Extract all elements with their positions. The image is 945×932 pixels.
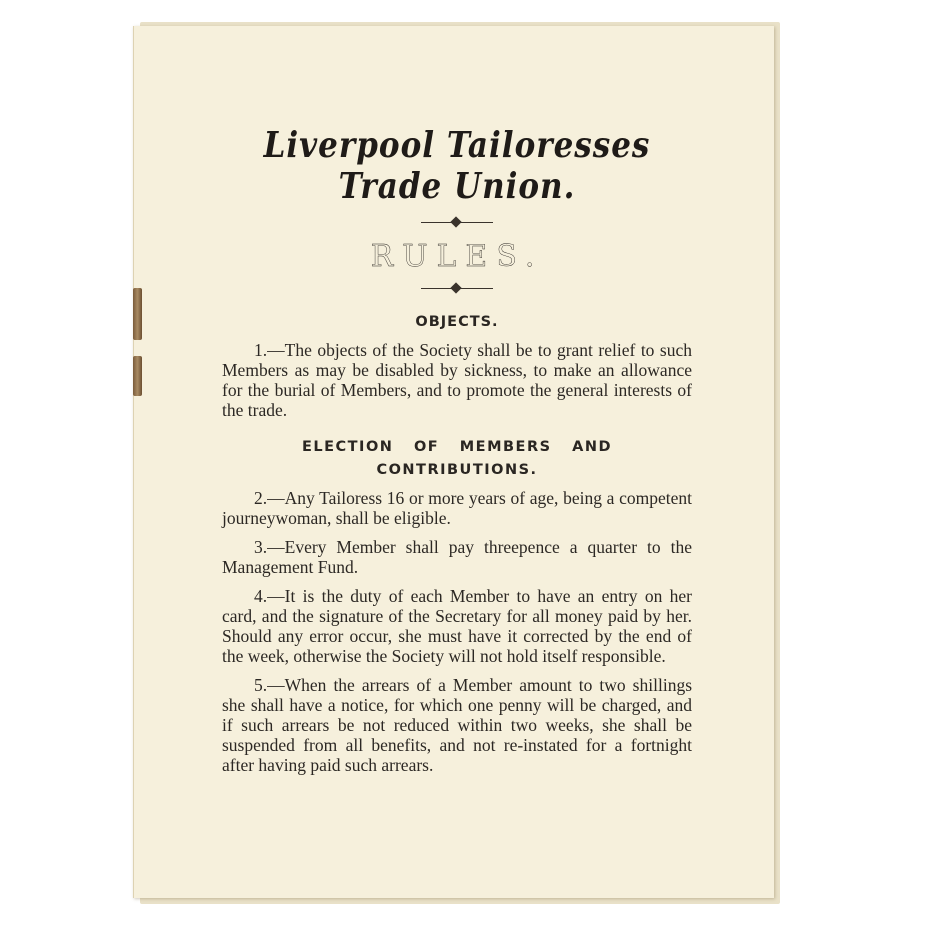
section-heading-line: CONTRIBUTIONS.	[376, 462, 538, 478]
rule-text: It is the duty of each Member to have an entry on her card, and the signature of the Secretary for all money paid by her. Should any error occur, she must have it corrected by the end of the week, otherwise the Society will not hold itself responsible.	[222, 586, 692, 666]
ornamental-divider-top	[421, 222, 493, 223]
ornamental-divider-bottom	[421, 288, 493, 289]
rule-paragraph-5	[222, 675, 692, 775]
rule-paragraph-3	[222, 537, 692, 577]
rule-paragraph-4	[222, 586, 692, 666]
page-content	[222, 118, 692, 784]
rule-text: Any Tailoress 16 or more years of age, being a competent journeywoman, shall be eligible.	[222, 488, 692, 528]
section-heading-line: ELECTION OF MEMBERS AND	[301, 439, 613, 455]
section-heading-election	[222, 436, 692, 482]
rule-paragraph-2	[222, 488, 692, 528]
rule-number: 4.—	[254, 586, 285, 606]
rule-number: 5.—	[254, 675, 285, 695]
staple-bottom	[133, 356, 142, 396]
rule-text: The objects of the Society shall be to grant relief to such Members as may be disabled by sickness, to make an allowance for the burial of Members, and to promote the general interests of the trade.	[222, 340, 692, 420]
rule-number: 2.—	[254, 488, 285, 508]
rule-number: 3.—	[254, 537, 285, 557]
staple-top	[133, 288, 142, 340]
rule-text: Every Member shall pay threepence a quarter to the Management Fund.	[222, 537, 692, 577]
section-heading-objects: OBJECTS.	[415, 314, 499, 330]
union-title: Liverpool Tailoresses Trade Union.	[263, 124, 651, 208]
rules-heading: RULES.	[370, 239, 544, 274]
rule-paragraph-1	[222, 340, 692, 420]
rule-text: When the arrears of a Member amount to two shillings she shall have a notice, for which one penny will be charged, and if such arrears be not reduced within two weeks, she shall be suspended from all benefits, and not re-instated for a fortnight after having paid such arrears.	[222, 675, 692, 775]
rule-number: 1.—	[254, 340, 285, 360]
